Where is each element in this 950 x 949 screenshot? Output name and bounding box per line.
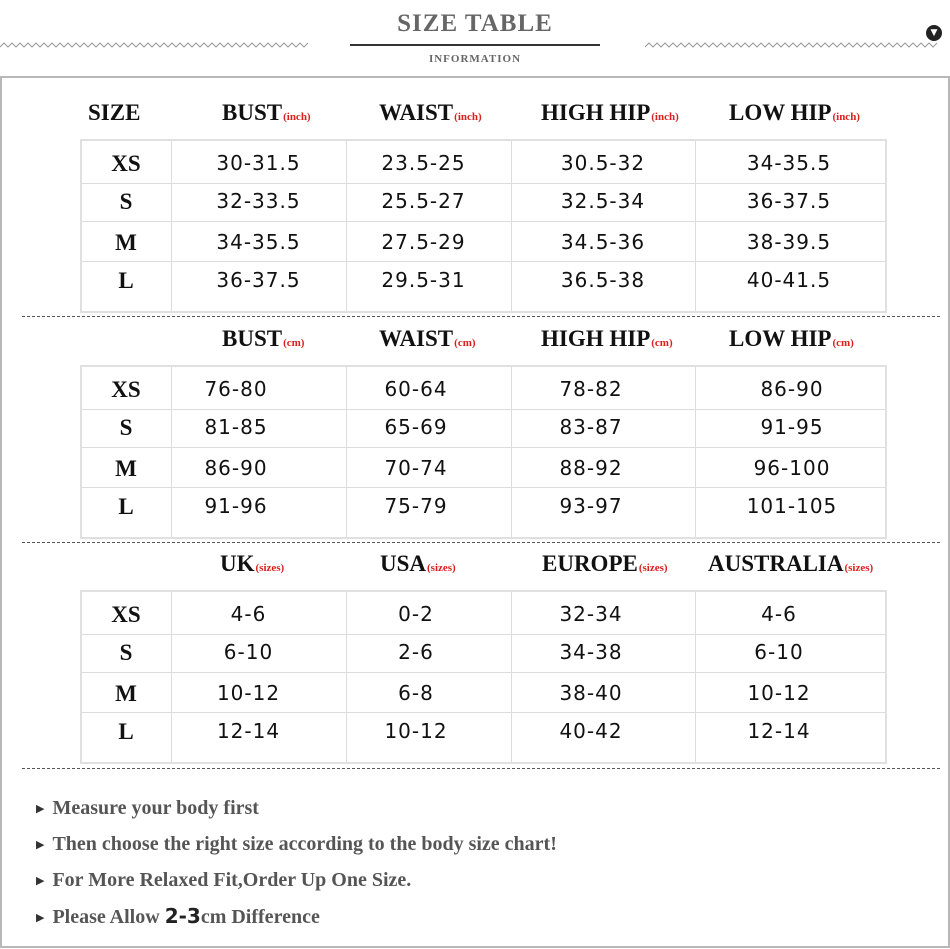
column-heading-name: UK [220, 551, 255, 576]
column-heading [380, 551, 456, 581]
table-cell: 6-10 [223, 640, 274, 664]
row-divider [82, 672, 885, 673]
size-chart-frame [0, 76, 950, 948]
note-item [36, 797, 259, 820]
column-heading [729, 326, 854, 356]
row-divider [82, 183, 885, 184]
column-heading-unit: (cm) [283, 337, 305, 349]
table-cell: 75-79 [384, 494, 448, 518]
size-label: XS [111, 602, 141, 627]
column-heading-name: BUST [222, 326, 283, 351]
table-cell: 34-38 [559, 640, 623, 664]
size-label: XS [111, 151, 141, 176]
column-heading-name: HIGH HIP [541, 326, 651, 351]
size-label: S [119, 640, 133, 665]
note-item [36, 904, 320, 929]
size-column-heading: SIZE [88, 100, 141, 125]
table-cell: 38-40 [559, 681, 623, 705]
size-label: M [115, 230, 137, 255]
table-cell: 6-8 [398, 681, 434, 705]
column-heading [541, 100, 679, 130]
table-cell: 2-6 [398, 640, 434, 664]
table-cell: 32.5-34 [560, 189, 646, 213]
table-cell: 32-34 [559, 602, 623, 626]
column-heading [541, 326, 673, 356]
table-cell: 12-14 [747, 719, 811, 743]
size-table [80, 139, 887, 313]
note-text: cm Difference [200, 906, 320, 928]
table-cell: 25.5-27 [381, 189, 466, 213]
column-heading-name: WAIST [379, 100, 454, 125]
table-cell: 34.5-36 [560, 230, 646, 254]
section-divider [22, 542, 940, 543]
table-cell: 36-37.5 [216, 268, 301, 292]
table-cell: 6-10 [754, 640, 804, 664]
row-divider [82, 487, 885, 488]
header-zigzag-left [0, 42, 310, 48]
size-label: M [115, 681, 137, 706]
bullet-triangle-icon: ▶ [36, 874, 45, 887]
table-cell: 10-12 [747, 681, 811, 705]
column-heading-name: AUSTRALIA [708, 551, 844, 576]
size-label: S [119, 189, 133, 214]
table-cell: 91-96 [204, 494, 268, 518]
table-cell: 93-97 [559, 494, 623, 518]
column-heading-unit: (sizes) [255, 562, 285, 574]
header-underline [350, 44, 600, 46]
table-cell: 0-2 [398, 602, 434, 626]
column-heading-name: BUST [222, 100, 283, 125]
table-cell: 40-41.5 [746, 268, 832, 292]
table-cell: 10-12 [384, 719, 448, 743]
table-cell: 60-64 [384, 377, 448, 401]
page-title: SIZE TABLE [397, 10, 553, 37]
size-label: M [115, 456, 137, 481]
table-cell: 27.5-29 [381, 230, 466, 254]
column-heading-unit: (sizes) [638, 562, 668, 574]
table-cell: 70-74 [384, 456, 448, 480]
table-cell: 83-87 [559, 415, 623, 439]
size-label: L [118, 268, 134, 293]
column-heading [379, 100, 482, 130]
row-divider [82, 712, 885, 713]
table-cell: 86-90 [760, 377, 824, 401]
row-divider [82, 221, 885, 222]
size-table [80, 590, 887, 764]
column-heading [222, 100, 311, 130]
column-heading [729, 100, 860, 130]
note-item [36, 869, 411, 892]
header-zigzag-right [645, 42, 940, 48]
column-heading-unit: (cm) [832, 337, 854, 349]
column-heading-unit: (inch) [454, 111, 482, 123]
column-heading [542, 551, 668, 581]
table-cell: 30-31.5 [216, 151, 301, 175]
table-cell: 40-42 [559, 719, 623, 743]
column-heading [222, 326, 304, 356]
table-cell: 30.5-32 [560, 151, 646, 175]
table-cell: 34-35.5 [216, 230, 301, 254]
table-cell: 12-14 [216, 719, 281, 743]
row-divider [82, 261, 885, 262]
size-label: L [118, 494, 134, 519]
table-cell: 4-6 [230, 602, 267, 626]
table-cell: 65-69 [384, 415, 448, 439]
column-heading-unit: (inch) [283, 111, 311, 123]
table-cell: 36-37.5 [746, 189, 832, 213]
bullet-triangle-icon: ▶ [36, 802, 45, 815]
note-text: Measure your body first [52, 797, 259, 819]
column-heading-unit: (cm) [454, 337, 476, 349]
column-heading-unit: (sizes) [427, 562, 456, 574]
section-divider [22, 768, 940, 769]
note-highlight: 2-3 [164, 904, 201, 928]
column-heading-name: HIGH HIP [541, 100, 651, 125]
size-table [80, 365, 887, 539]
chevron-down-circle-icon[interactable]: ▼ [926, 25, 942, 41]
column-heading-name: USA [380, 551, 427, 576]
column-heading [220, 551, 284, 581]
size-label: S [119, 415, 133, 440]
table-cell: 4-6 [761, 602, 797, 626]
note-text: For More Relaxed Fit,Order Up One Size. [52, 869, 412, 891]
bullet-triangle-icon: ▶ [36, 838, 45, 851]
table-cell: 32-33.5 [216, 189, 301, 213]
table-cell: 91-95 [760, 415, 824, 439]
column-heading [708, 551, 873, 581]
table-cell: 10-12 [216, 681, 281, 705]
table-cell: 36.5-38 [560, 268, 646, 292]
note-item [36, 833, 557, 856]
table-cell: 34-35.5 [746, 151, 832, 175]
table-cell: 29.5-31 [381, 268, 466, 292]
table-cell: 78-82 [559, 377, 623, 401]
note-text: Then choose the right size according to the body size chart! [52, 833, 557, 855]
table-cell: 96-100 [753, 456, 831, 480]
column-heading-name: LOW HIP [729, 100, 832, 125]
bullet-triangle-icon: ▶ [36, 911, 45, 924]
row-divider [82, 409, 885, 410]
table-cell: 101-105 [746, 494, 838, 518]
column-heading-unit: (inch) [832, 111, 860, 123]
note-text: Please Allow [52, 906, 165, 928]
row-divider [82, 634, 885, 635]
table-cell: 88-92 [559, 456, 623, 480]
column-heading-name: LOW HIP [729, 326, 832, 351]
column-heading-name: EUROPE [542, 551, 638, 576]
section-divider [22, 316, 940, 317]
page-subtitle: INFORMATION [428, 53, 522, 65]
column-heading-name: WAIST [379, 326, 454, 351]
column-heading-unit: (sizes) [844, 562, 874, 574]
table-cell: 23.5-25 [381, 151, 466, 175]
column-heading-unit: (cm) [651, 337, 673, 349]
size-label: L [118, 719, 134, 744]
table-cell: 86-90 [204, 456, 268, 480]
table-cell: 81-85 [204, 415, 268, 439]
column-heading [379, 326, 476, 356]
size-label: XS [111, 377, 141, 402]
row-divider [82, 447, 885, 448]
column-heading-unit: (inch) [651, 111, 679, 123]
table-cell: 76-80 [204, 377, 268, 401]
table-cell: 38-39.5 [746, 230, 832, 254]
